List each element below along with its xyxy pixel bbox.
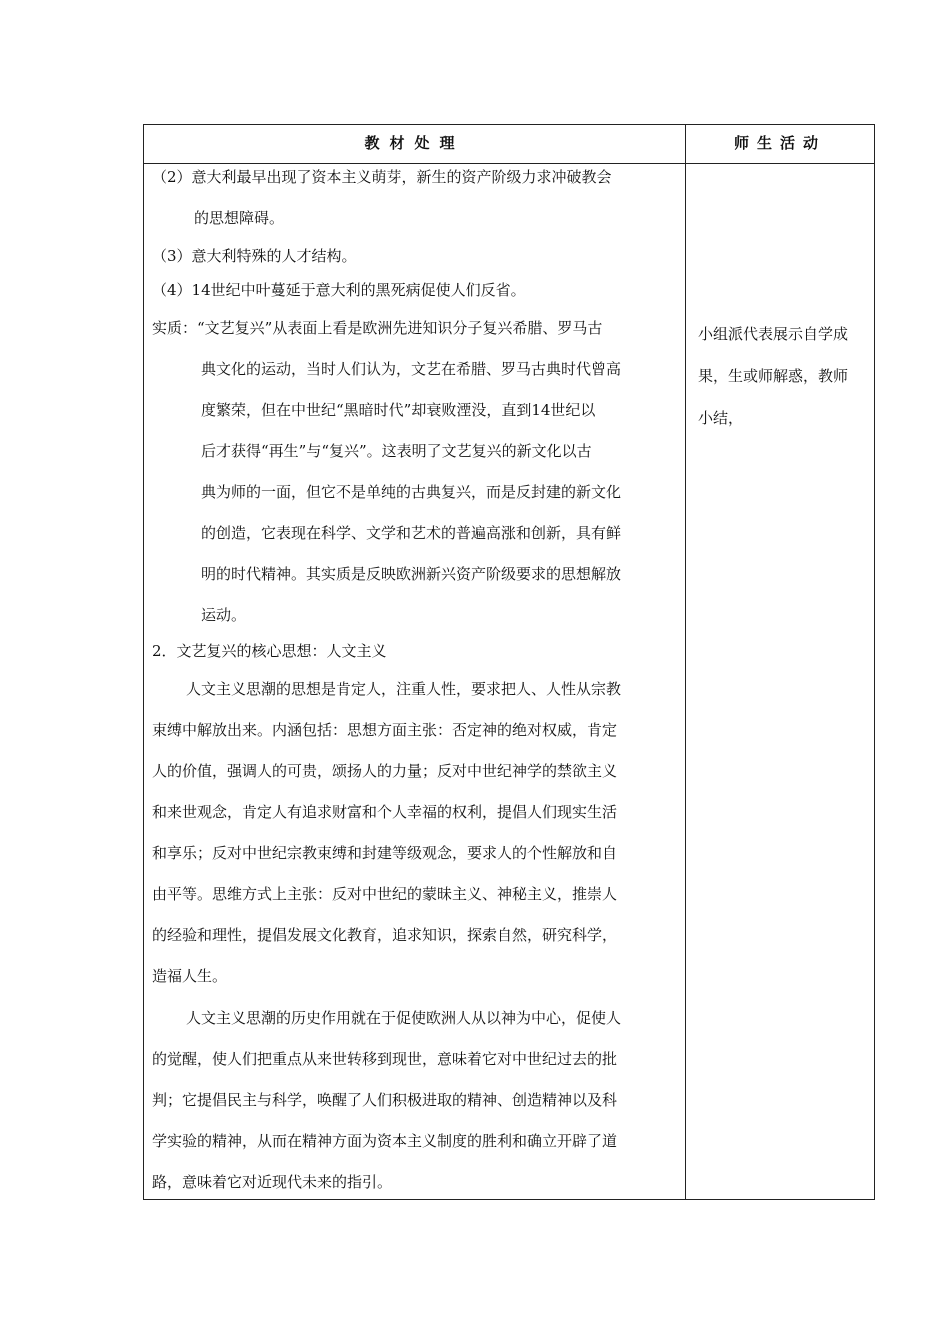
text-line: 人文主义思潮的历史作用就在于促使欧洲人从以神为中心，促使人 bbox=[186, 1009, 622, 1027]
text-line: 典为师的一面，但它不是单纯的古典复兴，而是反封建的新文化 bbox=[201, 483, 622, 501]
text-line: 路，意味着它对近现代未来的指引。 bbox=[152, 1173, 393, 1191]
text-line: 的觉醒，使人们把重点从来世转移到现世，意味着它对中世纪过去的批 bbox=[152, 1050, 618, 1068]
text-line: 实质：“文艺复兴”从表面上看是欧洲先进知识分子复兴希腊、罗马古 bbox=[152, 319, 603, 337]
lesson-table bbox=[143, 124, 875, 1200]
text-line: 由平等。思维方式上主张：反对中世纪的蒙昧主义、神秘主义，推崇人 bbox=[152, 885, 618, 903]
header-textbook-processing: 教材处理 bbox=[364, 134, 465, 152]
text-line: 运动。 bbox=[201, 606, 247, 624]
table-header-row bbox=[144, 125, 874, 164]
text-line: 的创造，它表现在科学、文学和艺术的普遍高涨和创新，具有鲜 bbox=[201, 524, 622, 542]
column-divider bbox=[685, 125, 686, 1199]
text-line: （2）意大利最早出现了资本主义萌芽，新生的资产阶级力求冲破教会 bbox=[152, 168, 612, 186]
text-line: 典文化的运动，当时人们认为，文艺在希腊、罗马古典时代曾高 bbox=[201, 360, 622, 378]
text-line: 束缚中解放出来。内涵包括：思想方面主张：否定神的绝对权威，肯定 bbox=[152, 721, 618, 739]
text-line: 人的价值，强调人的可贵，颂扬人的力量；反对中世纪神学的禁欲主义 bbox=[152, 762, 618, 780]
activity-line: 小组派代表展示自学成 bbox=[698, 325, 849, 343]
text-line: （4）14世纪中叶蔓延于意大利的黑死病促使人们反省。 bbox=[152, 281, 526, 299]
text-line: （3）意大利特殊的人才结构。 bbox=[152, 247, 357, 265]
text-line: 度繁荣，但在中世纪“黑暗时代”却衰败湮没，直到14世纪以 bbox=[201, 401, 596, 419]
text-line: 后才获得“再生”与“复兴”。这表明了文艺复兴的新文化以古 bbox=[201, 442, 592, 460]
activity-line: 果，生或师解惑，教师 bbox=[698, 367, 849, 385]
text-line: 明的时代精神。其实质是反映欧洲新兴资产阶级要求的思想解放 bbox=[201, 565, 622, 583]
header-teacher-student-activity: 师生活动 bbox=[733, 134, 826, 152]
text-line: 人文主义思潮的思想是肯定人，注重人性，要求把人、人性从宗教 bbox=[186, 680, 622, 698]
text-line: 的思想障碍。 bbox=[194, 209, 285, 227]
text-line: 判；它提倡民主与科学，唤醒了人们积极进取的精神、创造精神以及科 bbox=[152, 1091, 618, 1109]
section-heading: 2．文艺复兴的核心思想：人文主义 bbox=[152, 642, 387, 660]
activity-line: 小结， bbox=[698, 409, 744, 427]
text-line: 和来世观念，肯定人有追求财富和个人幸福的权利，提倡人们现实生活 bbox=[152, 803, 618, 821]
text-line: 造福人生。 bbox=[152, 967, 228, 985]
text-line: 的经验和理性，提倡发展文化教育，追求知识，探索自然，研究科学， bbox=[152, 926, 618, 944]
text-line: 和享乐；反对中世纪宗教束缚和封建等级观念，要求人的个性解放和自 bbox=[152, 844, 618, 862]
text-line: 学实验的精神，从而在精神方面为资本主义制度的胜利和确立开辟了道 bbox=[152, 1132, 618, 1150]
